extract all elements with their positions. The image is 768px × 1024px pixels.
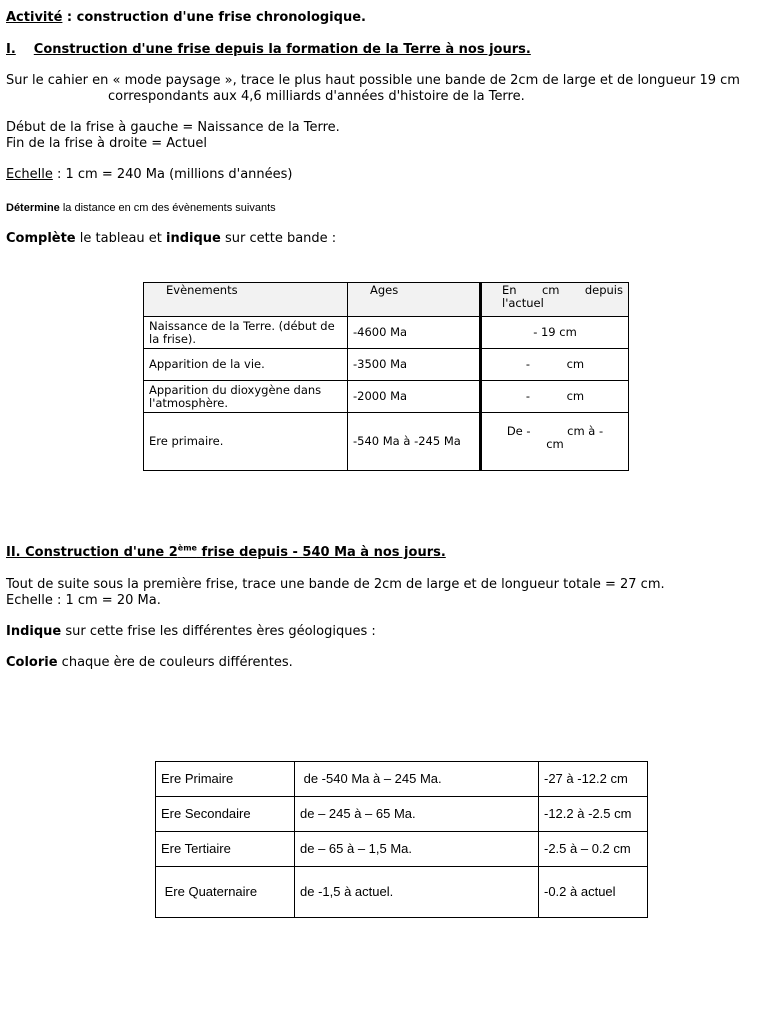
- header-distance-word-1: En: [502, 283, 517, 297]
- era-cell: Ere Primaire: [156, 762, 295, 797]
- complete-text-end: sur cette bande :: [220, 231, 337, 246]
- events-table: [143, 282, 629, 471]
- section1-heading: [6, 42, 531, 58]
- event-cell: Naissance de la Terre. (début de la frise).: [144, 317, 348, 349]
- header-distance-word-3: depuis: [584, 283, 623, 297]
- indique-keyword: indique: [166, 231, 221, 246]
- colorie-keyword: Colorie: [6, 655, 58, 670]
- section2-scale: Echelle : 1 cm = 20 Ma.: [6, 593, 161, 608]
- table-row: [144, 381, 629, 413]
- determine-keyword: Détermine: [6, 202, 60, 214]
- complete-instruction: [6, 231, 336, 247]
- table-row: [156, 797, 648, 832]
- indique-instruction: [6, 624, 376, 640]
- scale-value: : 1 cm = 240 Ma (millions d'années): [52, 167, 293, 182]
- scale-label: Echelle: [6, 167, 53, 182]
- table-row: [144, 413, 629, 471]
- colorie-instruction: [6, 655, 293, 671]
- era-cm-cell: -2.5 à – 0.2 cm: [539, 832, 648, 867]
- section2-title-end: frise depuis - 540 Ma à nos jours.: [196, 545, 446, 560]
- determine-text: la distance en cm des évènements suivants: [59, 202, 276, 214]
- determine-instruction: [6, 200, 276, 216]
- events-table-header: [144, 283, 629, 317]
- era-range-cell: de -540 Ma à – 245 Ma.: [295, 762, 539, 797]
- distance-cell: - cm: [481, 381, 629, 413]
- section1-number: I.: [6, 42, 16, 57]
- indique2-text: sur cette frise les différentes ères géologiques :: [61, 624, 376, 639]
- event-cell: Apparition de la vie.: [144, 349, 348, 381]
- section1-instruction-line2: correspondants aux 4,6 milliards d'années d'histoire de la Terre.: [108, 89, 525, 104]
- indique2-keyword: Indique: [6, 624, 62, 639]
- era-range-cell: de -1,5 à actuel.: [295, 867, 539, 918]
- distance-cell-line1: De - cm à -: [506, 424, 604, 438]
- age-cell: -3500 Ma: [348, 349, 481, 381]
- colorie-text: chaque ère de couleurs différentes.: [57, 655, 293, 670]
- distance-cell: - 19 cm: [481, 317, 629, 349]
- age-cell: -2000 Ma: [348, 381, 481, 413]
- table-row: [144, 349, 629, 381]
- distance-cell: - cm: [481, 349, 629, 381]
- header-events: Evènements: [144, 283, 348, 317]
- header-ages: Ages: [348, 283, 481, 317]
- activity-title-text: : construction d'une frise chronologique.: [62, 10, 366, 25]
- era-cm-cell: -12.2 à -2.5 cm: [539, 797, 648, 832]
- header-distance: [481, 283, 629, 317]
- activity-title: [6, 10, 366, 26]
- header-distance-line2: l'actuel: [502, 296, 544, 310]
- frise-end: Fin de la frise à droite = Actuel: [6, 136, 208, 151]
- event-cell: Apparition du dioxygène dans l'atmosphère.: [144, 381, 348, 413]
- section2-title-start: II. Construction d'une 2: [6, 545, 178, 560]
- section2-heading: [6, 545, 446, 561]
- era-cell: Ere Tertiaire: [156, 832, 295, 867]
- section1-instruction-line1: Sur le cahier en « mode paysage », trace le plus haut possible une bande de 2cm de large et de longueur 19 cm: [6, 73, 740, 88]
- section2-title-sup: ème: [177, 543, 197, 553]
- activity-label: Activité: [6, 10, 63, 25]
- table-row: [156, 867, 648, 918]
- era-cell: Ere Quaternaire: [156, 867, 295, 918]
- event-cell: Ere primaire.: [144, 413, 348, 471]
- table-row: [156, 832, 648, 867]
- table-row: [156, 762, 648, 797]
- age-cell: -4600 Ma: [348, 317, 481, 349]
- era-cell: Ere Secondaire: [156, 797, 295, 832]
- era-range-cell: de – 65 à – 1,5 Ma.: [295, 832, 539, 867]
- era-cm-cell: -0.2 à actuel: [539, 867, 648, 918]
- distance-cell: [481, 413, 629, 471]
- frise-start: Début de la frise à gauche = Naissance de la Terre.: [6, 120, 340, 135]
- complete-keyword: Complète: [6, 231, 76, 246]
- scale-line-1: [6, 167, 293, 183]
- complete-text: le tableau et: [75, 231, 167, 246]
- era-cm-cell: -27 à -12.2 cm: [539, 762, 648, 797]
- section1-title: Construction d'une frise depuis la formation de la Terre à nos jours.: [33, 42, 531, 57]
- age-cell: -540 Ma à -245 Ma: [348, 413, 481, 471]
- distance-cell-line2: cm: [546, 437, 564, 451]
- eras-table: [155, 761, 648, 918]
- section2-instruction-line1: Tout de suite sous la première frise, trace une bande de 2cm de large et de longueur totale = 27 cm.: [6, 577, 665, 592]
- era-range-cell: de – 245 à – 65 Ma.: [295, 797, 539, 832]
- table-row: [144, 317, 629, 349]
- header-distance-word-2: cm: [541, 283, 560, 297]
